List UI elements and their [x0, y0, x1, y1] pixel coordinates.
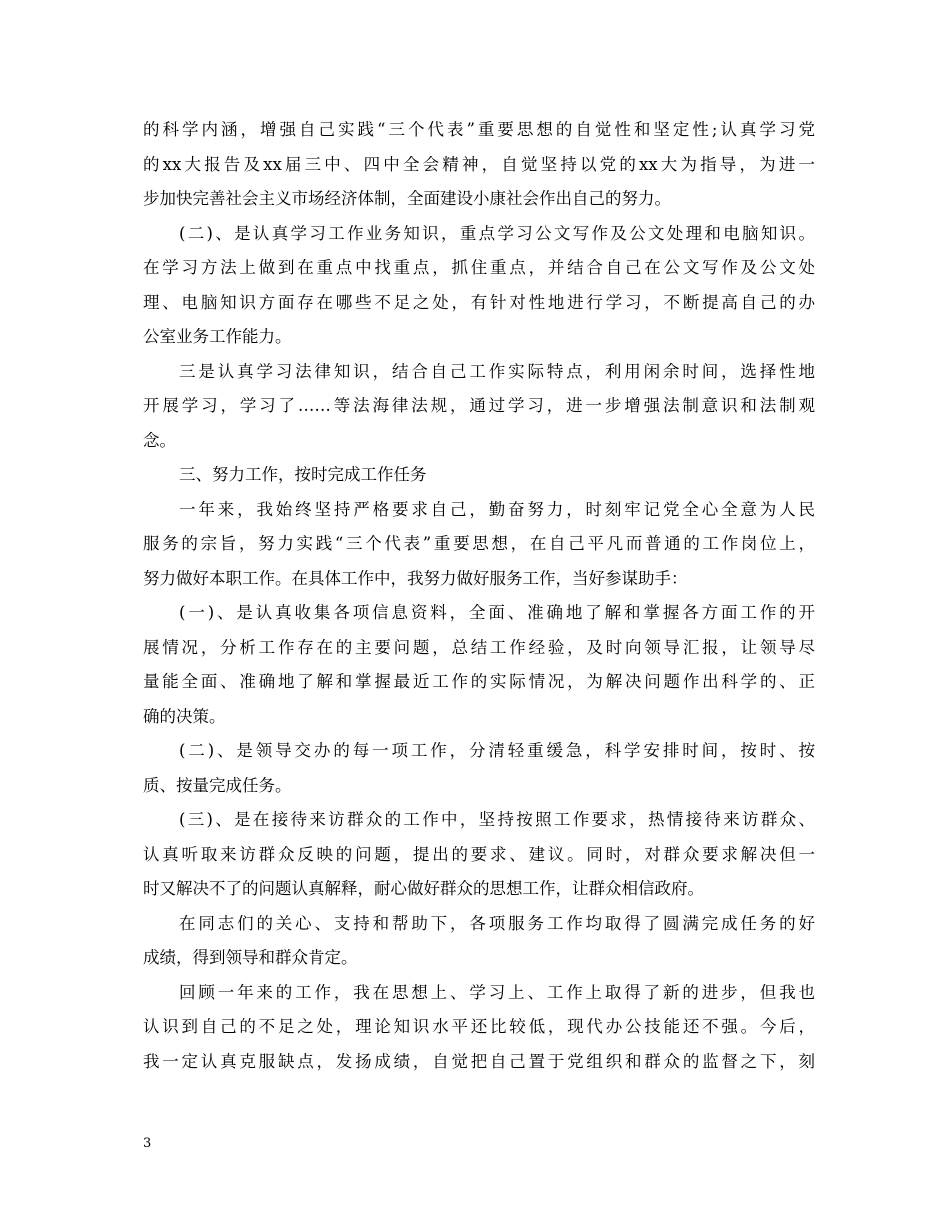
paragraph-first-line: 回顾一年来的工作，我在思想上、学习上、工作上取得了新的进步，但我也 [179, 982, 815, 1002]
text-line: 认真听取来访群众反映的问题，提出的要求、建议。同时，对群众要求解决但一 [143, 844, 815, 864]
section-heading: 三、努力工作，按时完成工作任务 [179, 465, 427, 484]
text-line: 的xx大报告及xx届三中、四中全会精神，自觉坚持以党的xx大为指导，为进一 [143, 154, 815, 174]
paragraph-first-line: (二)、是领导交办的每一项工作，分清轻重缓急，科学安排时间，按时、按 [179, 741, 815, 760]
paragraph-first-line: (二)、是认真学习工作业务知识，重点学习公文写作及公文处理和电脑知识。 [179, 223, 815, 243]
text-line: 认识到自己的不足之处，理论知识水平还比较低，现代办公技能还不强。今后， [143, 1017, 815, 1036]
page-number: 3 [143, 1136, 152, 1151]
text-line: 展情况，分析工作存在的主要问题，总结工作经验，及时向领导汇报，让领导尽 [143, 637, 815, 657]
paragraph-first-line: 一年来，我始终坚持严格要求自己，勤奋努力，时刻牢记党全心全意为人民 [179, 499, 815, 519]
text-line: 努力做好本职工作。在具体工作中，我努力做好服务工作，当好参谋助手： [143, 568, 688, 588]
text-line: 确的决策。 [143, 706, 226, 726]
text-line: 我一定认真克服缺点，发扬成绩，自觉把自己置于党组织和群众的监督之下，刻 [143, 1051, 815, 1071]
paragraph-first-line: (三)、是在接待来访群众的工作中，坚持按照工作要求，热情接待来访群众、 [179, 810, 815, 829]
text-line: 开展学习，学习了……等法海律法规，通过学习，进一步增强法制意识和法制观 [143, 396, 815, 415]
text-line: 步加快完善社会主义市场经济体制，全面建设小康社会作出自己的努力。 [143, 189, 671, 208]
text-line: 质、按量完成任务。 [143, 775, 292, 795]
text-line: 在学习方法上做到在重点中找重点，抓住重点，并结合自己在公文写作及公文处 [143, 258, 815, 277]
text-line: 时又解决不了的问题认真解释，耐心做好群众的思想工作，让群众相信政府。 [143, 879, 704, 898]
text-line: 公室业务工作能力。 [143, 327, 292, 346]
text-line: 念。 [143, 430, 176, 450]
text-line: 量能全面、准确地了解和掌握最近工作的实际情况，为解决问题作出科学的、正 [143, 672, 815, 691]
paragraph-first-line: 三是认真学习法律知识，结合自己工作实际特点，利用闲余时间，选择性地 [179, 361, 815, 381]
body-text [143, 113, 815, 1079]
text-line: 成绩，得到领导和群众肯定。 [143, 948, 358, 967]
text-line: 服务的宗旨，努力实践“三个代表”重要思想，在自己平凡而普通的工作岗位上， [143, 534, 815, 553]
paragraph-first-line: (一)、是认真收集各项信息资料，全面、准确地了解和掌握各方面工作的开 [179, 603, 815, 622]
paragraph-first-line: 在同志们的关心、支持和帮助下，各项服务工作均取得了圆满完成任务的好 [179, 913, 815, 933]
text-line: 的科学内涵，增强自己实践“三个代表”重要思想的自觉性和坚定性;认真学习党 [143, 120, 815, 139]
text-line: 理、电脑知识方面存在哪些不足之处，有针对性地进行学习，不断提高自己的办 [143, 292, 815, 312]
